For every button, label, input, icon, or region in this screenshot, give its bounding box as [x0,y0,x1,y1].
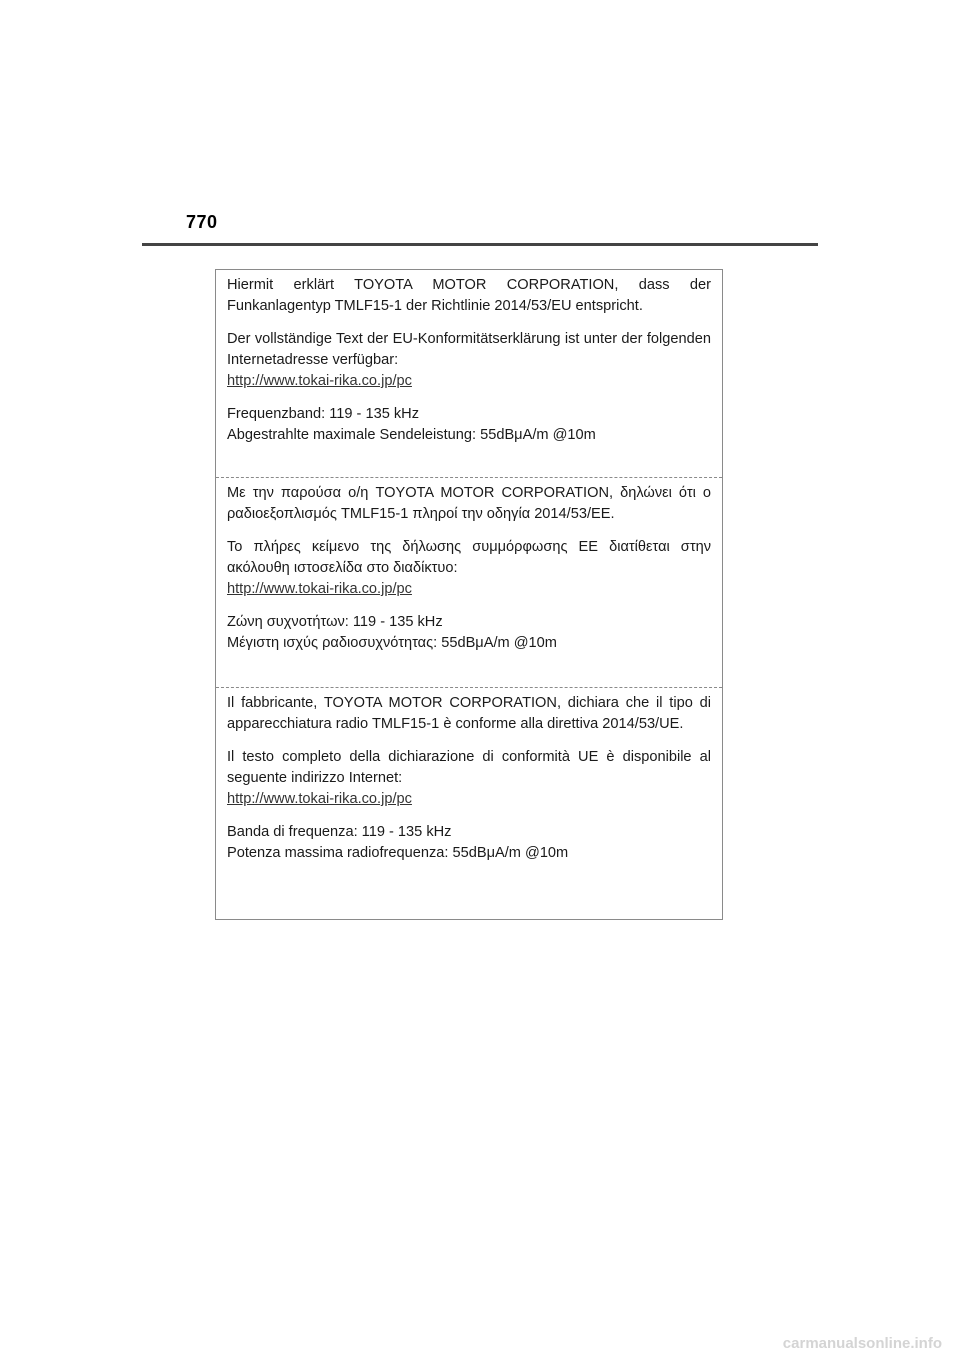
declaration-section-greek [216,478,722,688]
declaration-link[interactable]: http://www.tokai-rika.co.jp/pc [227,791,412,807]
header-rule [142,243,818,246]
max-power: Potenza massima radiofrequenza: 55dBμA/m @10m [227,845,569,861]
availability-text: Der vollständige Text der EU-Konformitätserklärung ist unter der folgenden Internetadresse verfügbar: [227,331,711,368]
max-power: Μέγιστη ισχύς ραδιοσυχνότητας: 55dBμA/m @10m [227,635,557,651]
declaration-link[interactable]: http://www.tokai-rika.co.jp/pc [227,581,412,597]
max-power: Abgestrahlte maximale Sendeleistung: 55dBμA/m @10m [227,427,596,443]
declaration-link[interactable]: http://www.tokai-rika.co.jp/pc [227,373,412,389]
page-number: 770 [186,212,218,232]
conformity-statement: Hiermit erklärt TOYOTA MOTOR CORPORATION, dass der Funkanlagentyp TMLF15-1 der Richtlinie 2014/53/EU entspricht. [227,277,711,314]
availability-text: Il testo completo della dichiarazione di conformità UE è disponibile al seguente indirizzo Internet: [227,749,711,786]
availability-text: Το πλήρες κείμενο της δήλωσης συμμόρφωσης ΕΕ διατίθεται στην ακόλουθη ιστοσελίδα στο διαδίκτυο: [227,539,711,576]
declaration-section-italian [216,688,722,919]
declaration-section-german [216,270,722,478]
watermark: carmanualsonline.info [782,1335,942,1352]
conformity-statement: Il fabbricante, TOYOTA MOTOR CORPORATION, dichiara che il tipo di apparecchiatura radio TMLF15-1 è conforme alla direttiva 2014/53/UE. [227,695,711,732]
frequency-band: Frequenzband: 119 - 135 kHz [227,406,419,422]
frequency-band: Banda di frequenza: 119 - 135 kHz [227,824,452,840]
frequency-band: Ζώνη συχνοτήτων: 119 - 135 kHz [227,614,443,630]
declaration-box [215,269,723,920]
conformity-statement: Με την παρούσα ο/η TOYOTA MOTOR CORPORATION, δηλώνει ότι ο ραδιοεξοπλισμός TMLF15-1 πληροί την οδηγία 2014/53/ΕΕ. [227,485,711,522]
